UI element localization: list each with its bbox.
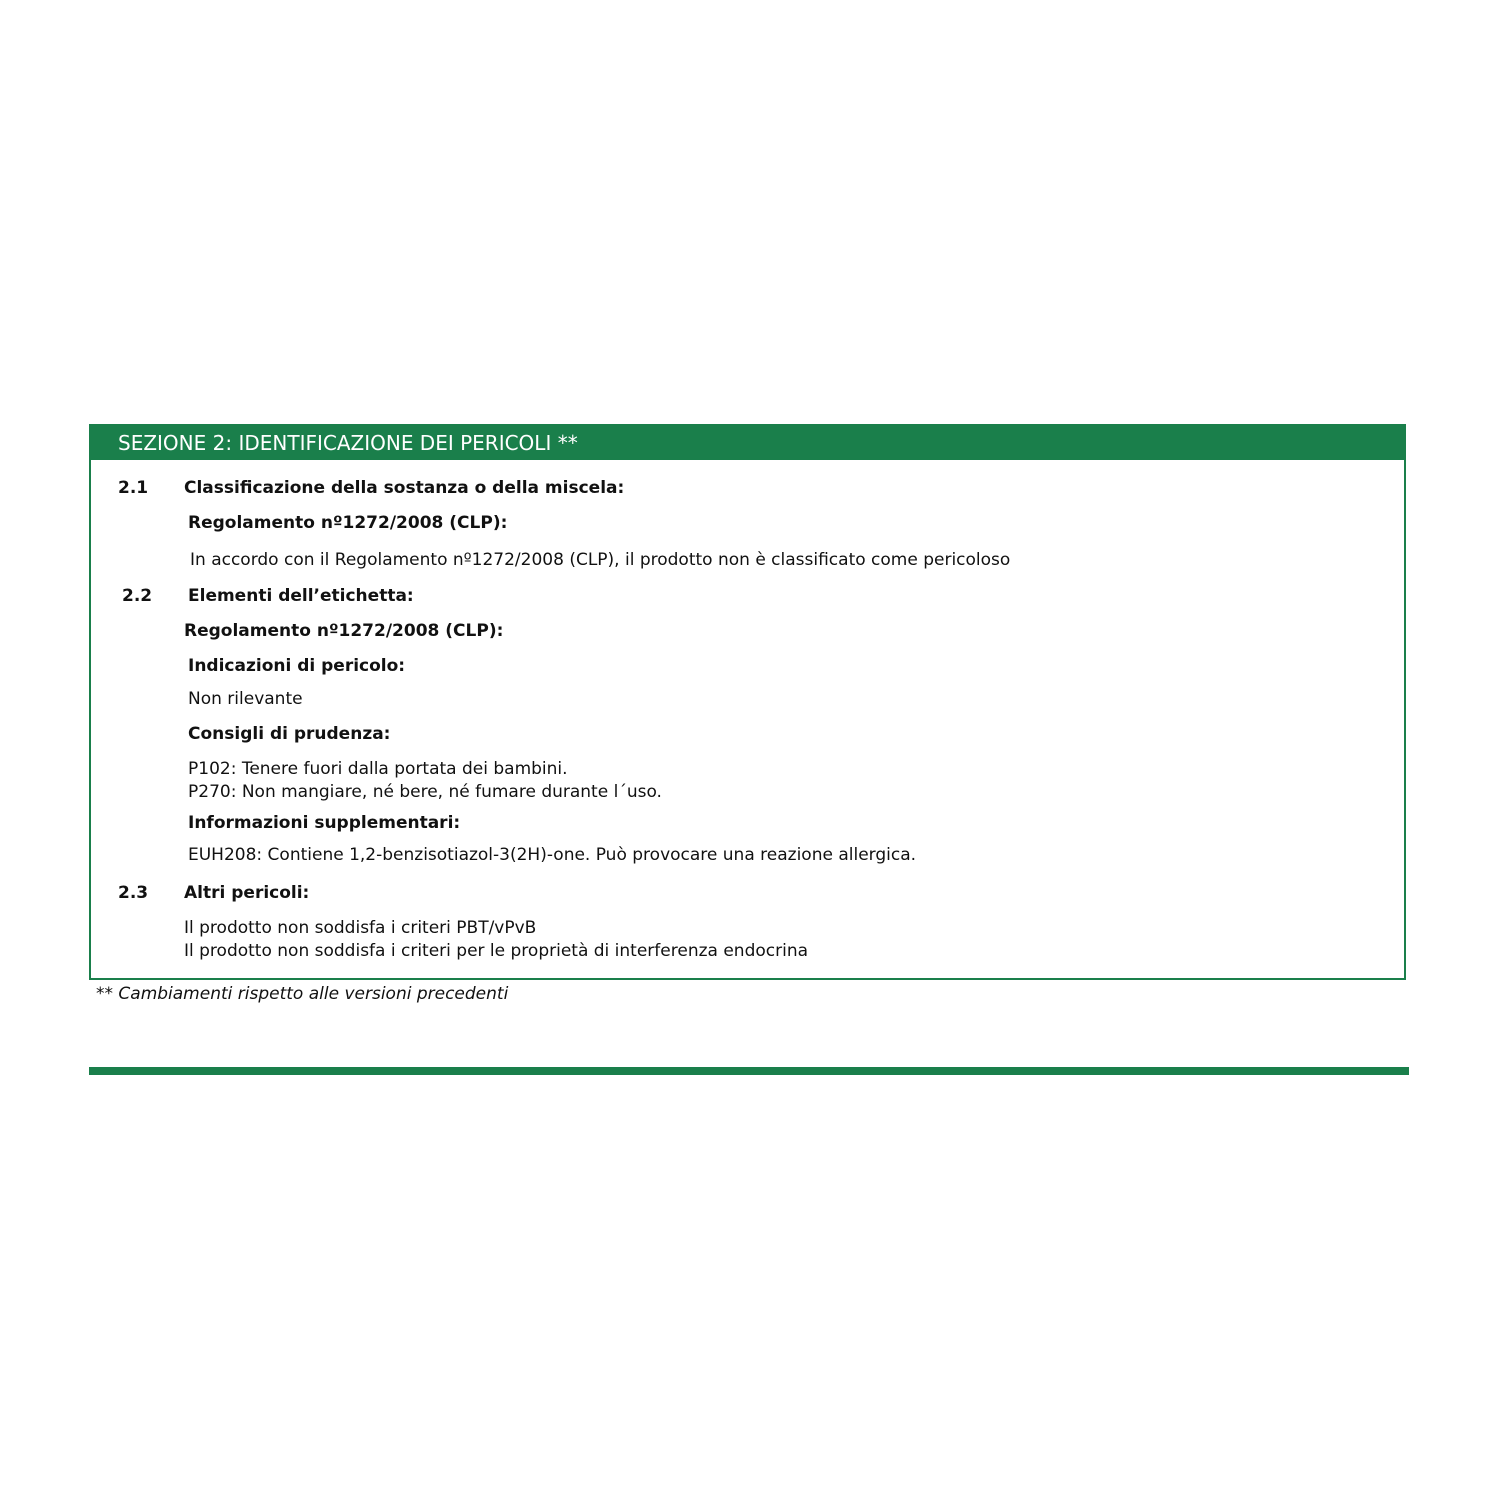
supplementary-info-heading: Informazioni supplementari:	[188, 813, 461, 833]
precautionary-statement-p270: P270: Non mangiare, né bere, né fumare durante l´uso.	[188, 782, 662, 802]
bottom-divider	[89, 1067, 1409, 1075]
precautionary-statement-p102: P102: Tenere fuori dalla portata dei bambini.	[188, 759, 568, 779]
other-hazards-line-2: Il prodotto non soddisfa i criteri per le proprietà di interferenza endocrina	[184, 941, 809, 961]
section-2-2-regulation: Regolamento nº1272/2008 (CLP):	[184, 621, 504, 641]
section-2-1-text: In accordo con il Regolamento nº1272/2008 (CLP), il prodotto non è classificato come pericoloso	[190, 550, 1011, 570]
other-hazards-line-1: Il prodotto non soddisfa i criteri PBT/vPvB	[184, 918, 537, 938]
hazard-statements-text: Non rilevante	[188, 689, 303, 709]
supplementary-info-text: EUH208: Contiene 1,2-benzisotiazol-3(2H)-one. Può provocare una reazione allergica.	[188, 845, 917, 865]
precautionary-statements-heading: Consigli di prudenza:	[188, 724, 391, 744]
section-2-2-number: 2.2	[122, 586, 153, 606]
section-header: SEZIONE 2: IDENTIFICAZIONE DEI PERICOLI **	[91, 426, 1404, 460]
section-2-1-title: Classificazione della sostanza o della miscela:	[184, 478, 625, 498]
section-2-1-number: 2.1	[118, 478, 149, 498]
hazard-statements-heading: Indicazioni di pericolo:	[188, 656, 406, 676]
section-2-1-regulation: Regolamento nº1272/2008 (CLP):	[188, 513, 508, 533]
section-2-3-number: 2.3	[118, 883, 149, 903]
section-2-2-title: Elementi dell’etichetta:	[188, 586, 414, 606]
changes-footnote: ** Cambiamenti rispetto alle versioni precedenti	[96, 984, 509, 1004]
section-2-3-title: Altri pericoli:	[184, 883, 310, 903]
